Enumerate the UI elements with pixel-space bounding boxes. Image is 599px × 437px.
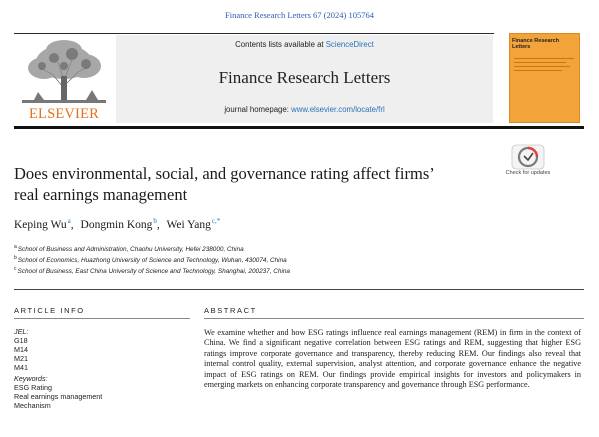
affiliation: $^a$School of Business and Administration, Chaohu University, Hefei 238000, China [14,244,244,254]
check-for-updates-label[interactable]: Check for updates [505,170,551,176]
journal-citation[interactable]: Finance Research Letters 67 (2024) 105764 [225,10,374,20]
article-title [14,163,494,205]
keyword[interactable]: ESG Rating [14,383,52,392]
author-name[interactable]: Dongmin Kong$^b$, [80,217,160,231]
article-info-heading: ARTICLE INFO [14,306,85,315]
jel-code: M21 [14,354,28,363]
sciencedirect-link[interactable]: ScienceDirect [325,40,374,49]
contents-prefix: Contents lists available at [235,40,326,49]
keywords-label: Keywords: [14,374,48,383]
jel-label: JEL: [14,327,29,336]
cover-text-line [514,70,562,71]
elsevier-wordmark: ELSEVIER [28,106,100,122]
jel-code: M41 [14,363,28,372]
contents-availability [116,40,493,49]
article-info-rule [14,318,190,319]
homepage-link[interactable]: www.elsevier.com/locate/frl [291,105,385,114]
journal-homepage [116,105,493,114]
cover-text-line [514,58,574,59]
affiliation: $^b$School of Economics, Huazhong University of Science and Technology, Wuhan, 430074, China [14,255,287,265]
author-name[interactable]: Keping Wu$^a$, [14,217,74,231]
abstract-rule [204,318,584,319]
author-name[interactable]: Wei Yang$^{c,*}$ [166,217,221,231]
author-list [14,217,220,231]
affiliation: $^c$School of Business, East China University of Science and Technology, Shanghai, 200237, China [14,266,290,276]
header-divider [14,126,584,129]
article-title-line-2: real earnings management [14,185,188,204]
abstract-text: We examine whether and how ESG ratings influence real earnings management (REM) in firm in the context of China. We find a significant negative correlation between ESG ratings and REM, suggesting that higher ESG ratings improve corporate governance and transparency, thereby reducing REM. Our findings also reveal that internal control quality, external supervision, analyst attention, and corporate governance enhance the negative impact of ESG ratings on REM. Our findings provide empirical insights for investors and policymakers in emerging markets on enhancing corporate transparency and governance through ESG performance. [204,328,581,390]
cover-text-line [514,66,570,67]
abstract-heading: ABSTRACT [204,306,257,315]
article-title-line-1: Does environmental, social, and governance rating affect firms’ [14,164,435,183]
jel-code: G18 [14,336,28,345]
cover-text-line [514,62,566,63]
keyword[interactable]: Mechanism [14,401,51,410]
cover-title: Finance Research Letters [512,38,560,50]
keyword[interactable]: Real earnings management [14,392,103,401]
homepage-prefix: journal homepage: [224,105,292,114]
jel-code: M14 [14,345,28,354]
journal-title: Finance Research Letters [218,68,391,87]
section-divider [14,289,584,290]
check-for-updates-icon[interactable] [509,144,547,186]
